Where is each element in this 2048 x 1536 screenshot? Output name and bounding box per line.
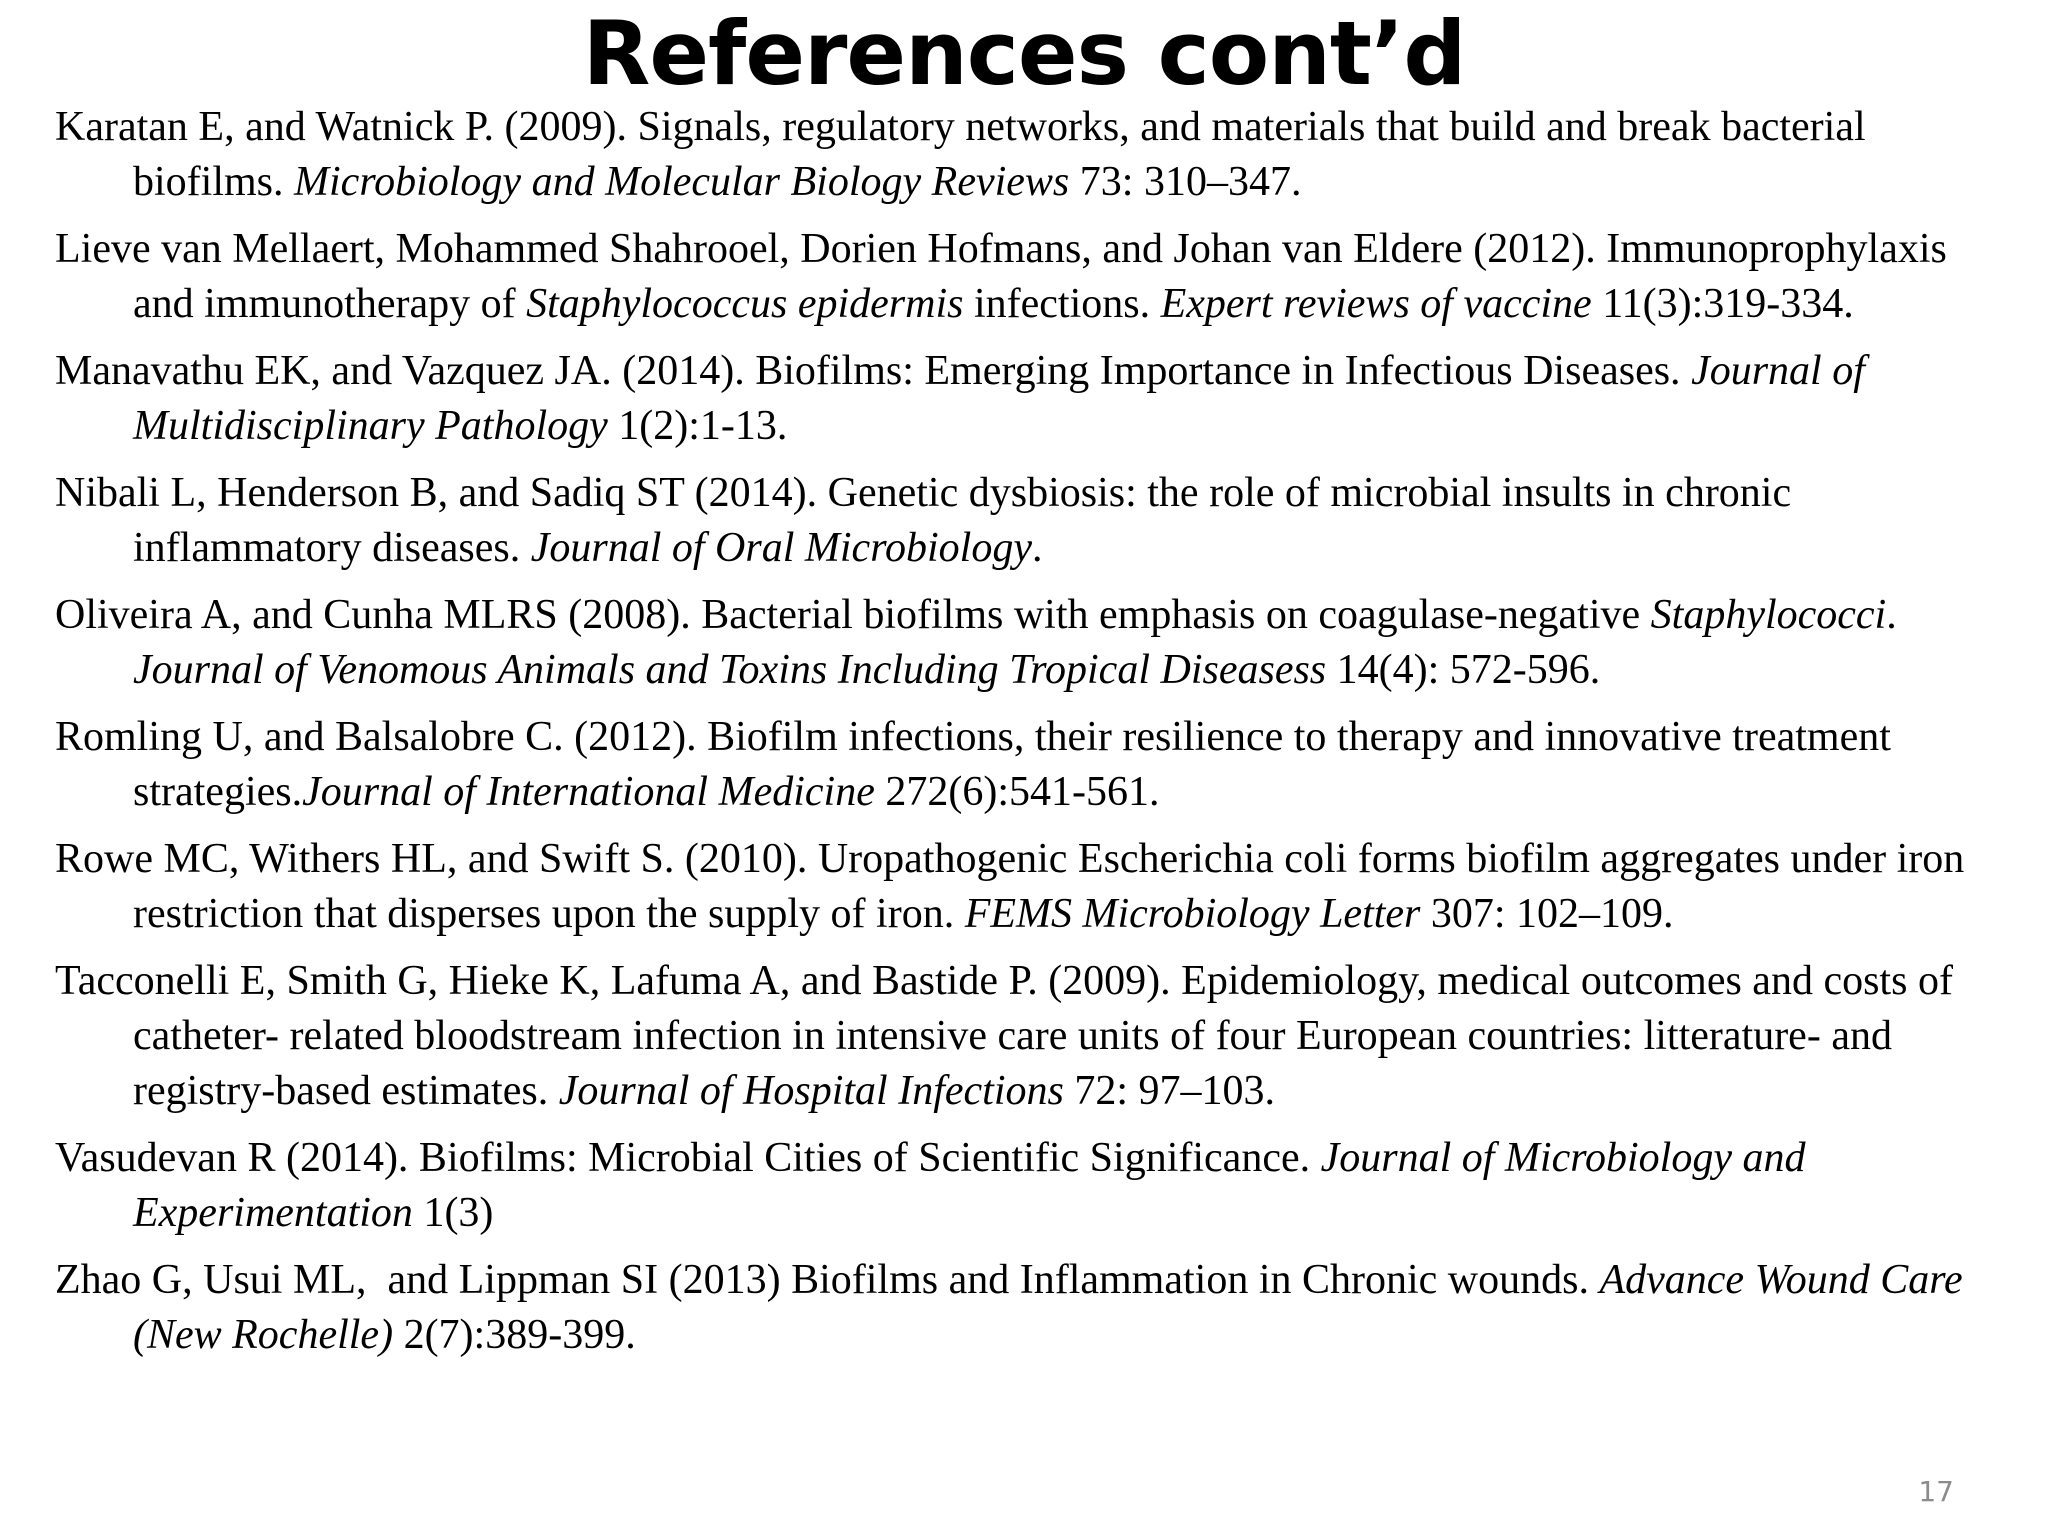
reference-item	[55, 100, 2005, 210]
journal-title: Expert reviews of vaccine	[1160, 281, 1592, 327]
reference-item	[55, 954, 2005, 1119]
reference-item	[55, 344, 2005, 454]
reference-item	[55, 710, 2005, 820]
reference-text: 1(2):1-13.	[607, 403, 788, 449]
reference-item	[55, 222, 2005, 332]
reference-text: 272(6):541-561.	[874, 769, 1160, 815]
reference-text: Tacconelli E, Smith G, Hieke K, Lafuma A, and Bastide P. (2009). Epidemiology, medical outcomes and costs of catheter- related bloodstream infection in intensive care units of four European countries: litterature- and registry-based estimates.	[55, 958, 1964, 1114]
species-name: Staphylococcus epidermis	[526, 281, 964, 327]
reference-text: Manavathu EK, and Vazquez JA. (2014). Biofilms: Emerging Importance in Infectious Diseases.	[55, 348, 1692, 394]
reference-text: .	[1031, 525, 1043, 571]
journal-title: Journal of Oral Microbiology	[530, 525, 1032, 571]
reference-list	[55, 100, 2005, 1375]
reference-item	[55, 832, 2005, 942]
reference-text: .	[1886, 592, 1908, 638]
journal-title: Advance Wound Care (New Rochelle)	[133, 1257, 1974, 1358]
reference-item	[55, 588, 2005, 698]
journal-title: Microbiology and Molecular Biology Reviews	[294, 159, 1070, 205]
reference-text: Zhao G, Usui ML, and Lippman SI (2013) Biofilms and Inflammation in Chronic wounds.	[55, 1257, 1600, 1303]
reference-text: Rowe MC, Withers HL, and Swift S. (2010). Uropathogenic Escherichia coli forms biofilm aggregates under iron restriction that disperses upon the supply of iron.	[55, 836, 1975, 937]
reference-text: 72: 97–103.	[1063, 1068, 1276, 1114]
species-name: Staphylococci	[1650, 592, 1887, 638]
reference-item	[55, 1131, 2005, 1241]
journal-title: Journal of Microbiology and Experimentation	[133, 1135, 1816, 1236]
reference-text: infections.	[963, 281, 1161, 327]
reference-item	[55, 1253, 2005, 1363]
reference-text: 14(4): 572-596.	[1326, 647, 1601, 693]
reference-text: 11(3):319-334.	[1591, 281, 1854, 327]
reference-text: Oliveira A, and Cunha MLRS (2008). Bacterial biofilms with emphasis on coagulase-negative	[55, 592, 1651, 638]
journal-title: Journal of Venomous Animals and Toxins Including Tropical Diseasess	[133, 647, 1327, 693]
journal-title: Journal of International Medicine	[302, 769, 875, 815]
journal-title: Journal of Multidisciplinary Pathology	[133, 348, 1876, 449]
journal-title: FEMS Microbiology Letter	[964, 891, 1421, 937]
reference-text: 307: 102–109.	[1420, 891, 1674, 937]
journal-title: Journal of Hospital Infections	[558, 1068, 1064, 1114]
slide-title: References cont’d	[582, 2, 1466, 105]
reference-text: 2(7):389-399.	[393, 1312, 636, 1358]
reference-text: Vasudevan R (2014). Biofilms: Microbial Cities of Scientific Significance.	[55, 1135, 1321, 1181]
reference-text: 1(3)	[412, 1190, 494, 1236]
reference-text: Lieve van Mellaert, Mohammed Shahrooel, Dorien Hofmans, and Johan van Eldere (2012). Immunoprophylaxis and immunotherapy of	[55, 226, 1958, 327]
reference-text: Karatan E, and Watnick P. (2009). Signals, regulatory networks, and materials that build and break bacterial biofilms.	[55, 104, 1877, 205]
page-number: 17	[1918, 1475, 1954, 1508]
reference-text: Nibali L, Henderson B, and Sadiq ST (2014). Genetic dysbiosis: the role of microbial insults in chronic inflammatory diseases.	[55, 470, 1802, 571]
reference-text: Romling U, and Balsalobre C. (2012). Biofilm infections, their resilience to therapy and innovative treatment strategies.	[55, 714, 1902, 815]
reference-item	[55, 466, 2005, 576]
reference-text: 73: 310–347.	[1069, 159, 1302, 205]
